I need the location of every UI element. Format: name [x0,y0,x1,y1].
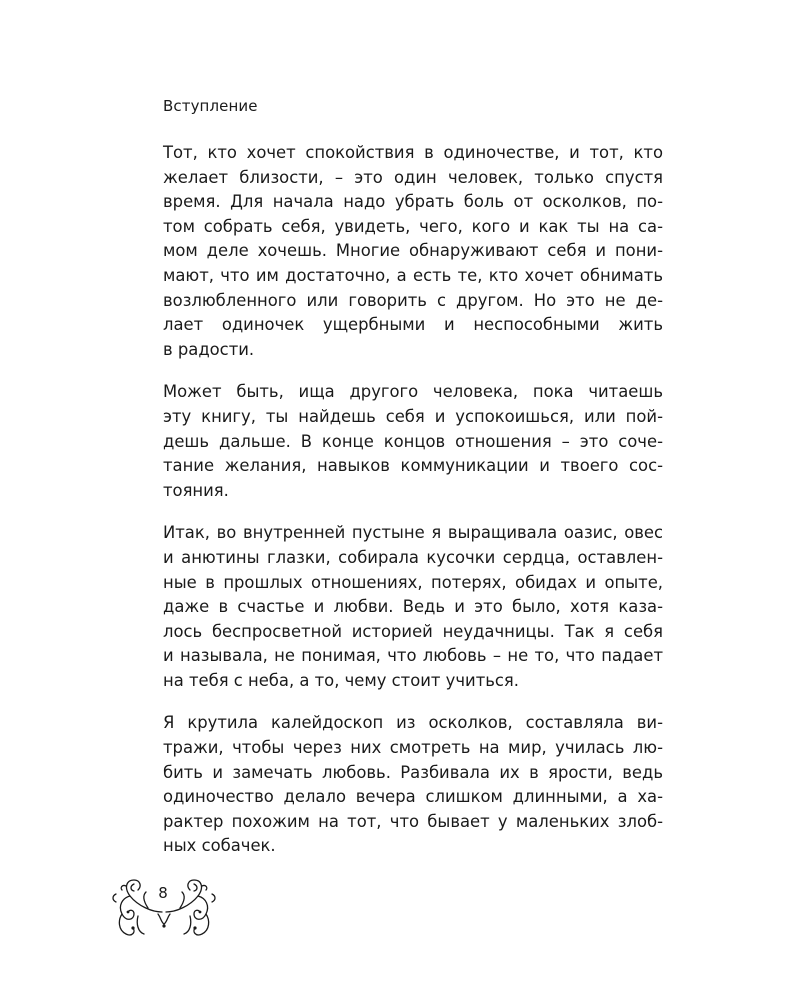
text-line: дешь дальше. В конце концов отношения – это соче- [163,431,663,451]
text-line: на тебя с неба, а то, чему стоит учиться. [163,670,519,690]
text-line: том собрать себя, увидеть, чего, кого и как ты на са- [163,216,663,236]
text-line: желает близости, – это один человек, только спустя [163,167,663,187]
text-line: Итак, во внутренней пустыне я выращивала оазис, овес [163,523,663,543]
text-line: мают, что им достаточно, а есть те, кто хочет обнимать [163,265,663,285]
text-line: бить и замечать любовь. Разбивала их в ярости, ведь [163,762,663,782]
text-line: мом деле хочешь. Многие обнаруживают себя и пони- [163,241,663,261]
body-text [163,141,663,877]
text-line: ных собачек. [163,836,276,856]
running-head: Вступление [163,97,258,115]
text-line: время. Для начала надо убрать боль от осколков, по- [163,192,663,212]
paragraph-1 [163,141,663,362]
flourish-ornament-icon [108,872,220,944]
text-line: даже в счастье и любви. Ведь и это было, хотя каза- [163,597,663,617]
paragraph-2 [163,380,663,503]
text-line: ные в прошлых отношениях, потерях, обидах и опыте, [163,572,663,592]
text-line: лает одиночек ущербными и неспособными жить [163,315,663,335]
text-line: возлюбленного или говорить с другом. Но это не де- [163,290,663,310]
text-line: тание желания, навыков коммуникации и твоего сос- [163,456,663,476]
page-number: 8 [158,884,168,902]
text-line: одиночество делало вечера слишком длинными, а ха- [163,787,663,807]
text-line: Может быть, ища другого человека, пока читаешь [163,382,663,402]
paragraph-4 [163,711,663,859]
text-line: и анютины глазки, собирала кусочки сердца, оставлен- [163,547,663,567]
text-line: Я крутила калейдоскоп из осколков, составляла ви- [163,713,663,733]
text-line: и называла, не понимая, что любовь – не то, что падает [163,646,663,666]
paragraph-3 [163,521,663,693]
text-line: тражи, чтобы через них смотреть на мир, училась лю- [163,738,663,758]
text-line: Тот, кто хочет спокойствия в одиночестве, и тот, кто [163,143,663,162]
text-line: эту книгу, ты найдешь себя и успокоишься, или пой- [163,406,663,426]
text-line: в радости. [163,339,255,359]
text-line: рактер похожим на тот, что бывает у маленьких злоб- [163,811,663,831]
text-line: тояния. [163,480,229,500]
text-line: лось беспросветной историей неудачницы. Так я себя [163,621,663,641]
